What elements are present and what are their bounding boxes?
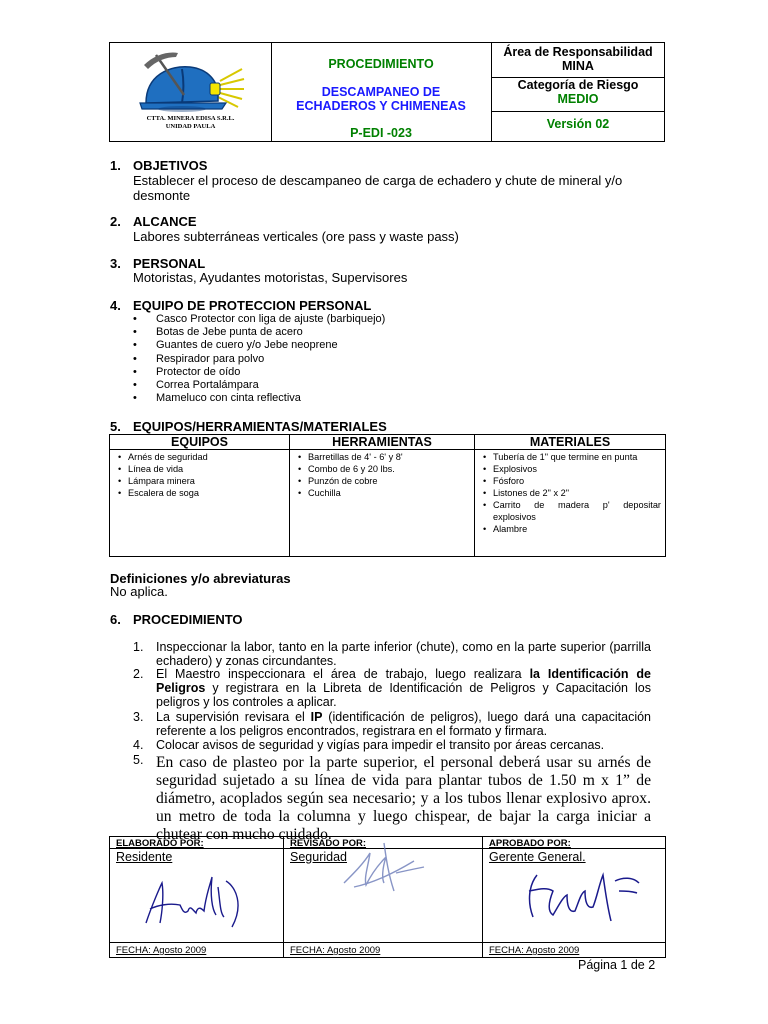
section-number: 6. bbox=[110, 612, 121, 627]
list-item: • Combo de 6 y 20 lbs. bbox=[290, 463, 470, 475]
risk-box bbox=[492, 77, 664, 112]
column-header: HERRAMIENTAS bbox=[290, 435, 474, 450]
step-number: 5. bbox=[133, 753, 144, 767]
list-item: • Cuchilla bbox=[290, 487, 470, 499]
list-item: • Carrito de madera p' depositar explosivos bbox=[475, 499, 661, 523]
equipos-list bbox=[110, 451, 286, 499]
column-header: EQUIPOS bbox=[110, 435, 289, 450]
signature-date: FECHA: Agosto 2009 bbox=[290, 945, 381, 956]
section-text: Labores subterráneas verticales (ore pass y waste pass) bbox=[133, 229, 459, 244]
page-number: Página 1 de 2 bbox=[578, 958, 656, 972]
signature-mark bbox=[519, 861, 649, 931]
signature-date: FECHA: Agosto 2009 bbox=[489, 945, 580, 956]
area-label: Área de Responsabilidad bbox=[503, 45, 653, 59]
doc-code: P-EDI -023 bbox=[350, 126, 412, 140]
step-text-part: El Maestro inspeccionara el área de trabajo, luego realizara bbox=[156, 667, 530, 681]
materiales-list bbox=[475, 451, 661, 535]
equipos-column bbox=[110, 435, 290, 556]
signature-mark bbox=[324, 833, 444, 903]
list-item: • Lámpara minera bbox=[110, 475, 286, 487]
definitions-title: Definiciones y/o abreviaturas bbox=[110, 571, 291, 586]
unit-name: UNIDAD PAULA bbox=[165, 123, 216, 130]
step-text: Colocar avisos de seguridad y vigías para impedir el transito por áreas cercanas. bbox=[156, 738, 605, 752]
list-item: • Punzón de cobre bbox=[290, 475, 470, 487]
list-item: • Arnés de seguridad bbox=[110, 451, 286, 463]
list-item: • Listones de 2" x 2" bbox=[475, 487, 661, 499]
step-text-part: (identificación de peligros), luego dará una capacitación referente a los peligros encontrados, registrara en el formato y firmara. bbox=[156, 710, 651, 738]
document-header bbox=[109, 42, 665, 142]
signature-revisado bbox=[284, 837, 483, 957]
meta-cell bbox=[492, 43, 664, 141]
company-name: CTTA. MINERA EDISA S.R.L. bbox=[146, 115, 235, 122]
list-item: • Barretillas de 4' - 6' y 8' bbox=[290, 451, 470, 463]
signature-header: APROBADO POR: bbox=[489, 838, 571, 849]
step-text bbox=[156, 711, 651, 739]
section-number: 5. bbox=[110, 419, 121, 434]
section-title: OBJETIVOS bbox=[133, 158, 208, 173]
signature-role: Residente bbox=[116, 850, 173, 864]
section-number: 4. bbox=[110, 298, 121, 313]
section-title: PERSONAL bbox=[133, 256, 206, 271]
definitions-text: No aplica. bbox=[110, 584, 168, 599]
list-item: • Botas de Jebe punta de acero bbox=[131, 326, 385, 339]
signature-aprobado bbox=[483, 837, 665, 957]
doc-type: PROCEDIMIENTO bbox=[328, 57, 434, 71]
area-box bbox=[492, 43, 664, 78]
list-item: • Explosivos bbox=[475, 463, 661, 475]
signature-role: Seguridad bbox=[290, 850, 347, 864]
list-item: • Escalera de soga bbox=[110, 487, 286, 499]
list-item: • Alambre bbox=[475, 523, 661, 535]
column-header: MATERIALES bbox=[475, 435, 665, 450]
version: Versión 02 bbox=[546, 117, 610, 131]
title-cell bbox=[271, 43, 492, 141]
doc-title-line1: DESCAMPANEO DE bbox=[321, 85, 441, 99]
step-number: 3. bbox=[133, 710, 144, 724]
section-title: EQUIPOS/HERRAMIENTAS/MATERIALES bbox=[133, 419, 387, 434]
list-item: • Tubería de 1" que termine en punta bbox=[475, 451, 661, 463]
section-text: Establecer el proceso de descampaneo de carga de echadero y chute de mineral y/o desmonte bbox=[133, 173, 623, 203]
area-value: MINA bbox=[562, 59, 594, 73]
signature-mark bbox=[140, 865, 250, 935]
step-text bbox=[156, 668, 651, 709]
section-number: 1. bbox=[110, 158, 121, 173]
herramientas-column bbox=[290, 435, 475, 556]
herramientas-list bbox=[290, 451, 470, 499]
signature-header: ELABORADO POR: bbox=[116, 838, 204, 849]
list-item: • Respirador para polvo bbox=[131, 353, 385, 366]
step-number: 4. bbox=[133, 738, 144, 752]
epp-list bbox=[131, 313, 385, 405]
risk-label: Categoría de Riesgo bbox=[517, 78, 639, 92]
list-item: • Protector de oído bbox=[131, 366, 385, 379]
signature-role: Gerente General. bbox=[489, 850, 586, 864]
step-number: 2. bbox=[133, 667, 144, 681]
equipment-table bbox=[109, 434, 666, 557]
list-item: • Fósforo bbox=[475, 475, 661, 487]
list-item: • Línea de vida bbox=[110, 463, 286, 475]
doc-title-line2: ECHADEROS Y CHIMENEAS bbox=[296, 99, 466, 113]
section-text: Motoristas, Ayudantes motoristas, Supervisores bbox=[133, 270, 408, 285]
list-item: • Guantes de cuero y/o Jebe neoprene bbox=[131, 339, 385, 352]
section-title: ALCANCE bbox=[133, 214, 197, 229]
list-item: • Correa Portalámpara bbox=[131, 379, 385, 392]
step-text-bold: IP bbox=[310, 710, 323, 724]
signature-elaborado bbox=[110, 837, 284, 957]
section-title: EQUIPO DE PROTECCION PERSONAL bbox=[133, 298, 372, 313]
step-text-bold: la Identificación de Peligros bbox=[156, 667, 651, 695]
step-number: 1. bbox=[133, 640, 144, 654]
list-item: • Casco Protector con liga de ajuste (barbiquejo) bbox=[131, 313, 385, 326]
logo-cell bbox=[110, 43, 272, 141]
materiales-column bbox=[475, 435, 665, 556]
company-logo bbox=[138, 51, 248, 115]
signature-table bbox=[109, 836, 666, 958]
signature-header: REVISADO POR: bbox=[290, 838, 367, 849]
step-text: En caso de plasteo por la parte superior, el personal deberá usar su arnés de seguridad sujetado a su línea de vida para plantar tubos de 1.50 m x 1” de diámetro, acoplados según sea necesario; y a los tubos llenar explosivo aprox. un metro de toda la columna y luego chispear, de bajar la carga iniciar a chutear con mucho cuidado. bbox=[156, 754, 651, 843]
step-text-part: y registrara en la Libreta de Identificación de Peligros y Capacitación los peligros y los controles a aplicar. bbox=[156, 680, 651, 709]
step-text-part: La supervisión revisara el bbox=[156, 710, 311, 724]
section-title: PROCEDIMIENTO bbox=[133, 612, 243, 627]
signature-date: FECHA: Agosto 2009 bbox=[116, 945, 207, 956]
section-number: 2. bbox=[110, 214, 121, 229]
risk-value: MEDIO bbox=[557, 92, 599, 106]
section-number: 3. bbox=[110, 256, 121, 271]
list-item: • Mameluco con cinta reflectiva bbox=[131, 392, 385, 405]
step-text: Inspeccionar la labor, tanto en la parte inferior (chute), como en la parte superior (parrilla echadero) y zonas circundantes. bbox=[156, 640, 651, 668]
